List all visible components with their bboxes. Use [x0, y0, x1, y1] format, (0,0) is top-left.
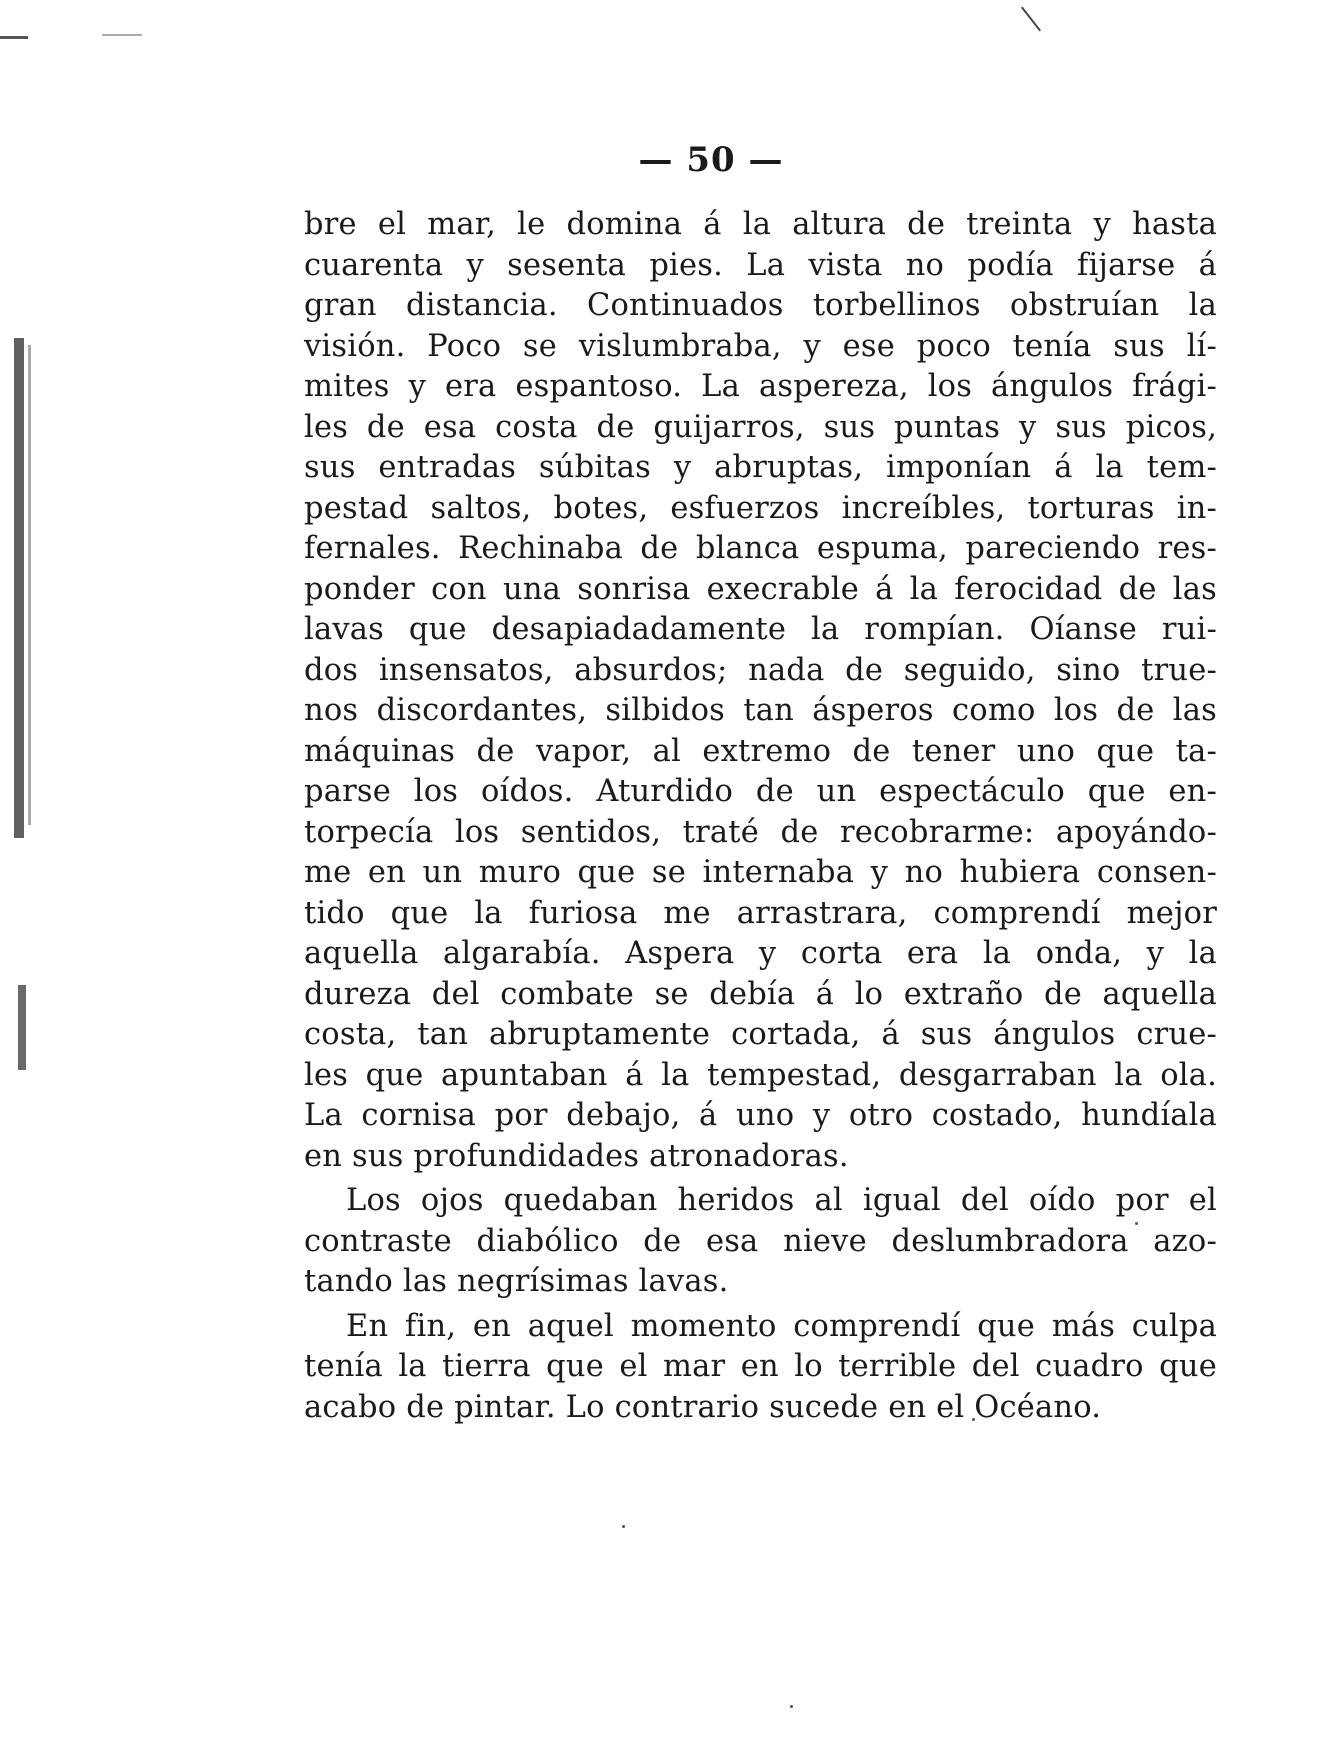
- text-line: contraste diabólico de esa nieve deslumbradora azo-: [304, 1223, 1217, 1259]
- text-line: aquella algarabía. Aspera y corta era la onda, y la: [304, 936, 1217, 971]
- text-line: fernales. Rechinaba de blanca espuma, pareciendo res-: [304, 531, 1217, 566]
- scan-scratch: [1021, 7, 1041, 32]
- text-line: les que apuntaban á la tempestad, desgarraban la ola.: [304, 1057, 1217, 1093]
- page-number: — 50 —: [638, 140, 784, 180]
- text-line: tenía la tierra que el mar en lo terrible del cuadro que: [304, 1349, 1217, 1384]
- text-line: La cornisa por debajo, á uno y otro costado, hundíala: [304, 1098, 1217, 1133]
- text-line: cuarenta y sesenta pies. La vista no podía fijarse á: [304, 247, 1217, 283]
- text-line: torpecía los sentidos, traté de recobrarme: apoyándo-: [304, 814, 1217, 850]
- text-line: nos discordantes, silbidos tan ásperos como los de las: [304, 693, 1217, 728]
- text-line: me en un muro que se internaba y no hubiera consen-: [304, 855, 1217, 890]
- text-line: parse los oídos. Aturdido de un espectáculo que en-: [304, 774, 1217, 809]
- text-line: en sus profundidades atronadoras.: [304, 1138, 849, 1174]
- scan-binding-shadow: [14, 338, 24, 838]
- text-line: tando las negrísimas lavas.: [304, 1264, 729, 1299]
- text-line: dureza del combate se debía á lo extraño de aquella: [304, 976, 1217, 1012]
- text-line: sus entradas súbitas y abruptas, imponían á la tem-: [304, 450, 1217, 485]
- paragraph: [304, 1181, 1217, 1303]
- text-line: acabo de pintar. Lo contrario sucede en el Océano.: [304, 1389, 1102, 1425]
- text-line: mites y era espantoso. La aspereza, los ángulos frági-: [304, 369, 1217, 404]
- scan-speck: [622, 1525, 625, 1528]
- text-line: bre el mar, le domina á la altura de treinta y hasta: [304, 207, 1217, 242]
- text-line: pestad saltos, botes, esfuerzos increíbles, torturas in-: [304, 490, 1217, 526]
- scan-edge-mark: [102, 34, 142, 36]
- text-line: tido que la furiosa me arrastrara, comprendí mejor: [304, 895, 1217, 931]
- paragraph: [304, 205, 1217, 1177]
- text-line: ponder con una sonrisa execrable á la ferocidad de las: [304, 571, 1217, 607]
- text-line: visión. Poco se vislumbraba, y ese poco tenía sus lí-: [304, 328, 1217, 364]
- scan-binding-shadow: [18, 985, 26, 1070]
- text-line: En fin, en aquel momento comprendí que más culpa: [346, 1308, 1217, 1344]
- text-line: gran distancia. Continuados torbellinos obstruían la: [304, 288, 1217, 323]
- text-line: lavas que desapiadadamente la rompían. Oíanse rui-: [304, 612, 1217, 647]
- scan-speck: [790, 1705, 793, 1708]
- text-line: dos insensatos, absurdos; nada de seguido, sino true-: [304, 652, 1217, 688]
- text-line: máquinas de vapor, al extremo de tener uno que ta-: [304, 733, 1217, 769]
- text-line: costa, tan abruptamente cortada, á sus ángulos crue-: [304, 1017, 1217, 1052]
- scan-binding-shadow: [28, 345, 31, 825]
- scan-edge-mark: [0, 36, 28, 39]
- text-line: Los ojos quedaban heridos al igual del oído por el: [346, 1183, 1217, 1218]
- body-text: [304, 205, 1217, 1428]
- paragraph: [304, 1307, 1217, 1429]
- text-line: les de esa costa de guijarros, sus puntas y sus picos,: [304, 409, 1217, 445]
